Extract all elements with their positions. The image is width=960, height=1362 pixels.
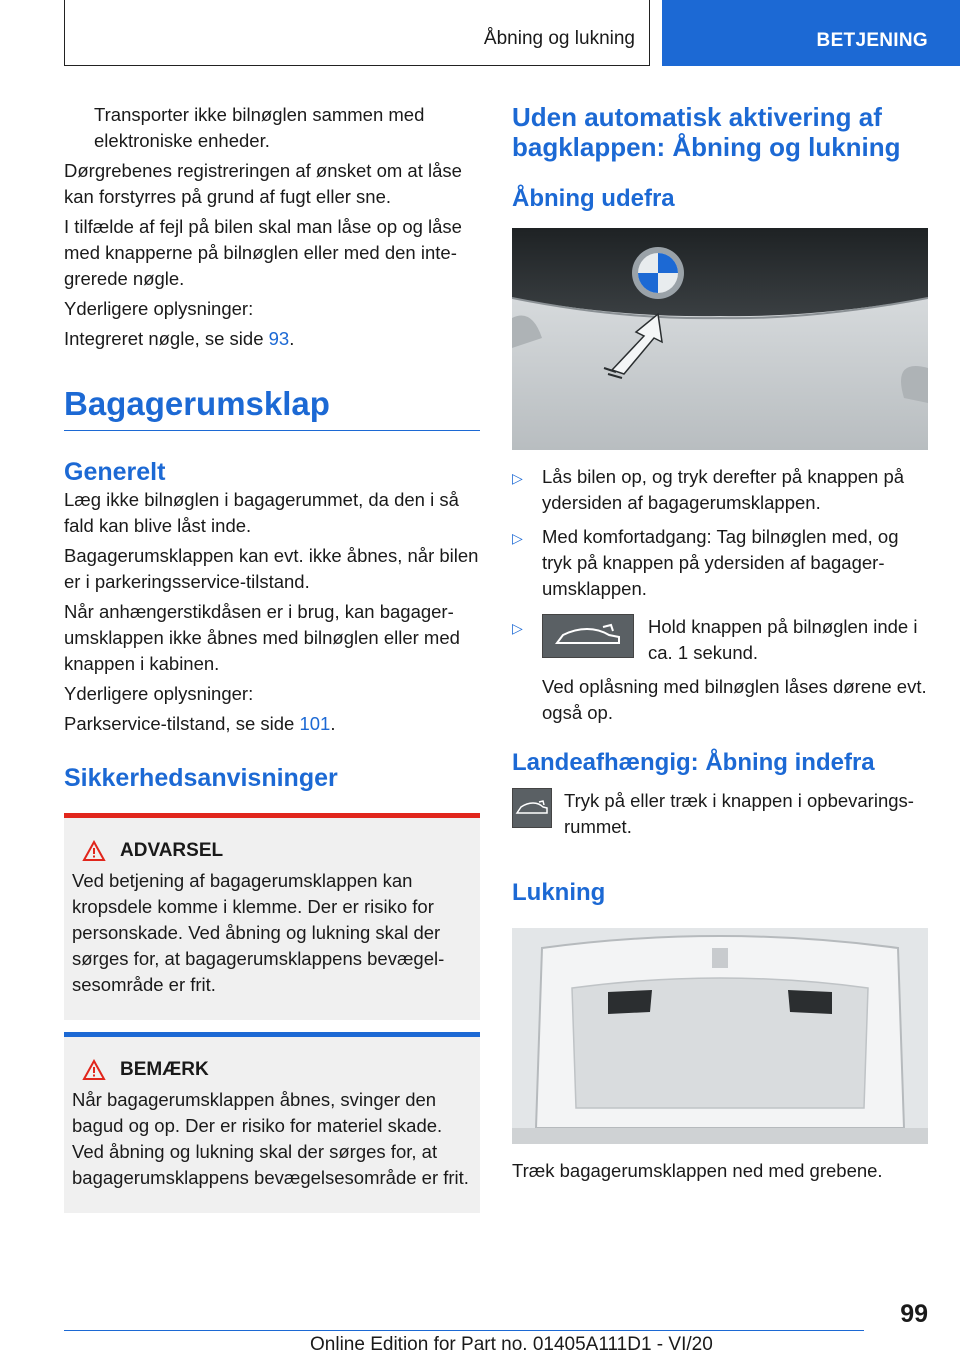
paragraph: Bagagerumsklappen kan evt. ikke åbnes, når bilen er i parkeringsservice-tilstand.: [64, 545, 479, 592]
left-column: [64, 102, 480, 1213]
warning-title: [72, 840, 472, 862]
paragraph: Når anhængerstikdåsen er i brug, kan bagagerumsklappen ikke åbnes med bilnøglen eller med knappen i kabinen.: [64, 601, 460, 674]
paragraph: I tilfælde af fejl på bilen skal man låse op og låse med knapperne på bilnøglen eller med den integrerede nøgle.: [64, 216, 462, 289]
paragraph: Læg ikke bilnøglen i bagagerummet, da den i så fald kan blive låst inde.: [64, 489, 459, 536]
right-column: [512, 102, 928, 1188]
paragraph: Dørgrebenes registreringen af ønsket om at låse kan forstyrres på grund af fugt eller sne.: [64, 160, 462, 207]
inside-button-row: [512, 788, 928, 844]
list-item: [512, 464, 928, 516]
subheading-open-outside: Åbning udefra: [512, 185, 675, 212]
warning-triangle-icon: [82, 840, 106, 862]
header-chapter-label: BETJENING: [816, 30, 928, 51]
page-link-93[interactable]: 93: [268, 328, 290, 349]
section-title: Bagagerumsklap: [64, 382, 480, 431]
paragraph: [64, 326, 480, 352]
bullet-triangle-icon: ▷: [512, 530, 523, 546]
ref-end: .: [330, 713, 336, 734]
trunk-key-icon: [542, 614, 634, 658]
bullet-text: Med komfortadgang: Tag bilnøglen med, og tryk på knappen på ydersiden af bagagerumsklappen.: [542, 526, 899, 599]
footer-edition: Online Edition for Part no. 01405A111D1 - VI/20: [310, 1334, 713, 1355]
notice-box: [64, 1032, 480, 1213]
paragraph: Ved oplåsning med bilnøglen låses dørene evt. også op.: [542, 676, 927, 723]
bullet-text: Hold knappen på bilnøglen inde i ca. 1 sekund.: [648, 616, 918, 663]
page-link-101[interactable]: 101: [299, 713, 331, 734]
header-chapter-tab: [662, 0, 960, 66]
ref-end: .: [289, 328, 295, 349]
ref-text: Parkservice-tilstand, se side: [64, 713, 300, 734]
notice-title: [72, 1059, 472, 1081]
right-heading: Uden automatisk aktivering af bagklappen: Åbning og lukning: [512, 102, 901, 162]
notice-title-text: BEMÆRK: [120, 1059, 209, 1080]
warning-box: [64, 813, 480, 1020]
trunk-lid-photo: [512, 928, 928, 1144]
bullet-triangle-icon: ▷: [512, 620, 523, 636]
list-item: [512, 524, 928, 602]
subheading-open-inside: Landeafhængig: Åbning indefra: [512, 749, 875, 776]
paragraph: [64, 711, 480, 737]
paragraph: Yderligere oplysninger:: [64, 683, 254, 704]
subheading-generelt: Generelt: [64, 458, 166, 486]
header-section-title: Åbning og lukning: [483, 28, 635, 49]
bullet-list: [512, 464, 928, 726]
footer-divider: [64, 1330, 864, 1331]
paragraph: Transporter ikke bilnøglen sammen med elektroniske enheder.: [94, 104, 425, 151]
list-item: [512, 614, 928, 666]
subheading-closing: Lukning: [512, 879, 606, 906]
subheading-safety: Sikkerhedsanvisninger: [64, 764, 338, 792]
paragraph: Tryk på eller træk i knappen i opbevaringsrummet.: [564, 790, 914, 837]
paragraph: Yderligere oplysninger:: [64, 298, 254, 319]
ref-text: Integreret nøgle, se side: [64, 328, 269, 349]
bullet-text: Lås bilen op, og tryk derefter på knappen på ydersiden af bagagerumsklappen.: [542, 466, 905, 513]
warning-title-text: ADVARSEL: [120, 840, 224, 861]
page-number: 99: [900, 1300, 928, 1328]
warning-triangle-icon: [82, 1059, 106, 1081]
paragraph: Træk bagagerumsklappen ned med grebene.: [512, 1160, 883, 1181]
trunk-lid-illustration: [512, 928, 928, 1144]
warning-text: Ved betjening af bagagerumsklappen kan kropsdele komme i klemme. Der er risiko for personskade. Ved åbning og lukning skal der sørges for, at bagagerumsklappens bevægelsesområde er frit.: [72, 870, 445, 995]
trunk-button-illustration: [512, 228, 928, 450]
header-box: [64, 0, 650, 66]
trunk-button-photo: [512, 228, 928, 450]
trunk-button-icon: [512, 788, 552, 828]
notice-text: Når bagagerumsklappen åbnes, svinger den bagud og op. Der er risiko for materiel skade. Ved åbning og lukning skal der sørges for, at bagagerumsklappens bevægelsesområde er frit.: [72, 1089, 469, 1188]
bullet-triangle-icon: ▷: [512, 470, 523, 486]
